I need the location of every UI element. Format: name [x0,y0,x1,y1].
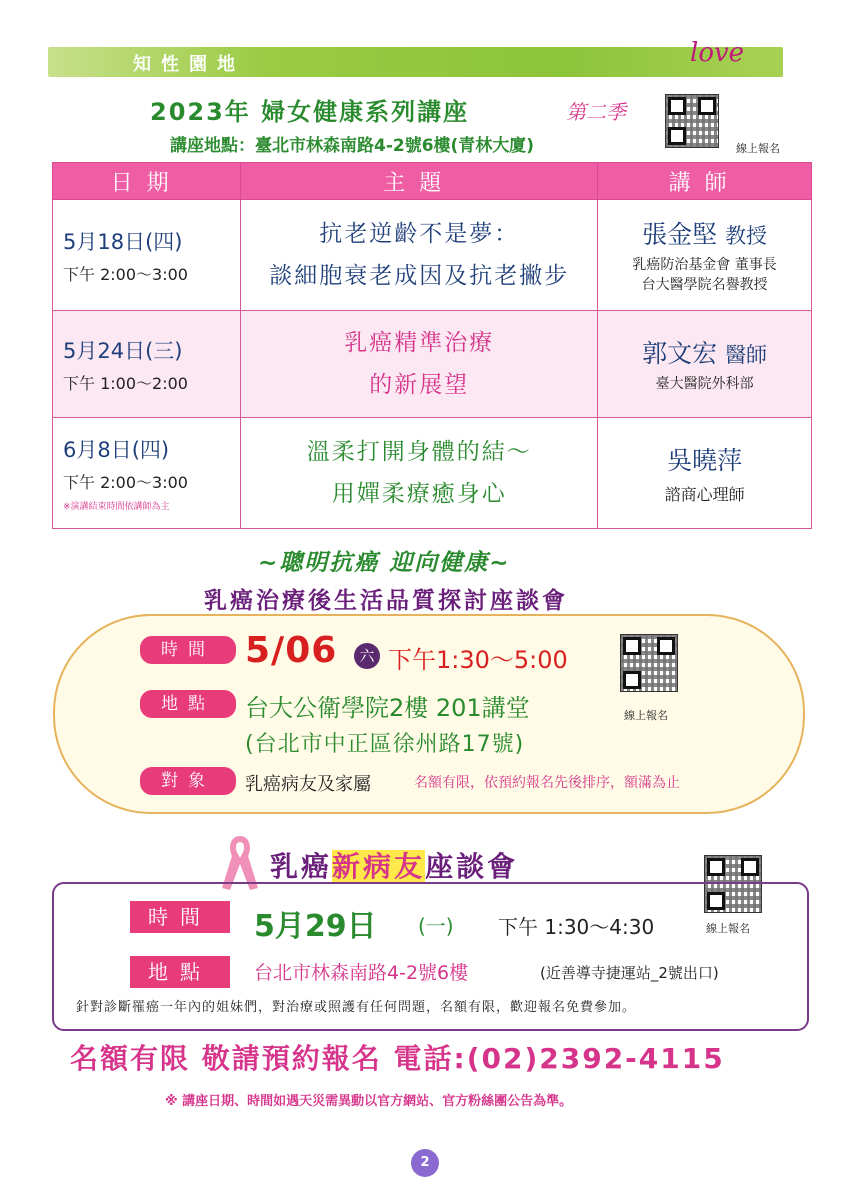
row-time: 下午 2:00～3:00 [63,264,188,284]
series-title: 2023年 婦女健康系列講座 [150,98,470,126]
seminar2-date: 5月29日 [254,909,377,944]
seminar2-time: 下午 1:30～4:30 [498,915,655,939]
row-speaker-affil-1: 諮商心理師 [664,485,745,504]
seminar2-near: (近善導寺捷運站_2號出口) [540,964,719,982]
seminar1-limit-note: 名額有限，依預約報名先後排序，額滿為止 [414,775,680,791]
love-logo: love [690,38,745,68]
table-row [53,200,812,311]
row-topic-line2: 談細胞衰老成因及抗老撇步 [269,263,570,289]
seminar1-time: 下午1:30～5:00 [388,646,568,674]
qr-caption-1: 線上報名 [736,142,780,155]
table-row [53,418,812,529]
seminar1-audience: 乳癌病友及家屬 [245,774,371,795]
row-speaker-affil-1: 乳癌防治基金會 董事長 [632,257,777,273]
section-label: 知性園地 [133,54,245,75]
slogan: ~聰明抗癌 迎向健康~ [258,550,511,576]
lecture-schedule-table [52,162,812,529]
qr-code-1[interactable] [665,94,719,148]
row-topic-line2: 用嬋柔療癒身心 [331,481,507,507]
seminar2-address: 台北市林森南路4-2號6樓 [254,962,469,984]
row-speaker-affil-2: 台大醫學院名譽教授 [641,277,768,293]
label-audience: 對象 [140,767,236,795]
qr-code-2[interactable] [620,634,678,692]
seminar2-title: 乳癌新病友座談會 [270,850,519,883]
seminar1-title: 乳癌治療後生活品質探討座談會 [204,588,568,614]
row-speaker: 吳曉萍 [667,446,743,475]
col-header-date: 日期 [53,163,241,200]
venue-text: 講座地點：臺北市林森南路4-2號6樓(青林大廈) [170,136,535,156]
row-speaker: 郭文宏 醫師 [642,339,768,368]
seminar2-description: 針對診斷罹癌一年內的姐妹們，對治療或照護有任何問題，名額有限，歡迎報名免費參加。 [76,1000,637,1015]
row-date: 5月18日(四) [63,229,183,254]
seminar2-weekday: (一) [418,914,454,938]
season-label: 第二季 [566,100,626,124]
seminar1-date: 5/06 [245,630,338,671]
row-speaker: 張金堅 教授 [642,220,768,249]
footnote: ※ 講座日期、時間如遇天災需異動以官方網站、官方粉絲團公告為準。 [165,1094,573,1109]
seminar1-address: (台北市中正區徐州路17號) [245,732,525,757]
col-header-speaker: 講師 [598,163,812,200]
row-speaker-affil-1: 臺大醫院外科部 [655,376,754,392]
label-place-2: 地點 [130,956,230,988]
page-number: 2 [411,1149,439,1177]
contact-phone: 名額有限 敬請預約報名 電話:(02)2392-4115 [70,1042,725,1075]
row-date: 5月24日(三) [63,338,183,363]
qr-caption-2: 線上報名 [624,709,668,722]
qr-caption-3: 線上報名 [706,922,750,935]
table-row [53,311,812,418]
row-time: 下午 1:00～2:00 [63,373,188,393]
row-time: 下午 2:00～3:00 [63,473,188,492]
seminar1-place: 台大公衛學院2樓 201講堂 [245,694,530,722]
row-topic-line1: 溫柔打開身體的結～ [306,439,532,465]
label-time-2: 時間 [130,901,230,933]
label-place: 地點 [140,690,236,718]
row-topic-line2: 的新展望 [369,372,470,398]
row-note: ※演講結束時間依講師為主 [63,502,170,512]
col-header-topic: 主題 [241,163,598,200]
row-date: 6月8日(四) [63,438,170,462]
row-topic-line1: 乳癌精準治療 [344,330,495,356]
label-time: 時間 [140,636,236,664]
row-topic-line1: 抗老逆齡不是夢： [319,221,520,247]
weekday-badge: 六 [354,643,380,669]
